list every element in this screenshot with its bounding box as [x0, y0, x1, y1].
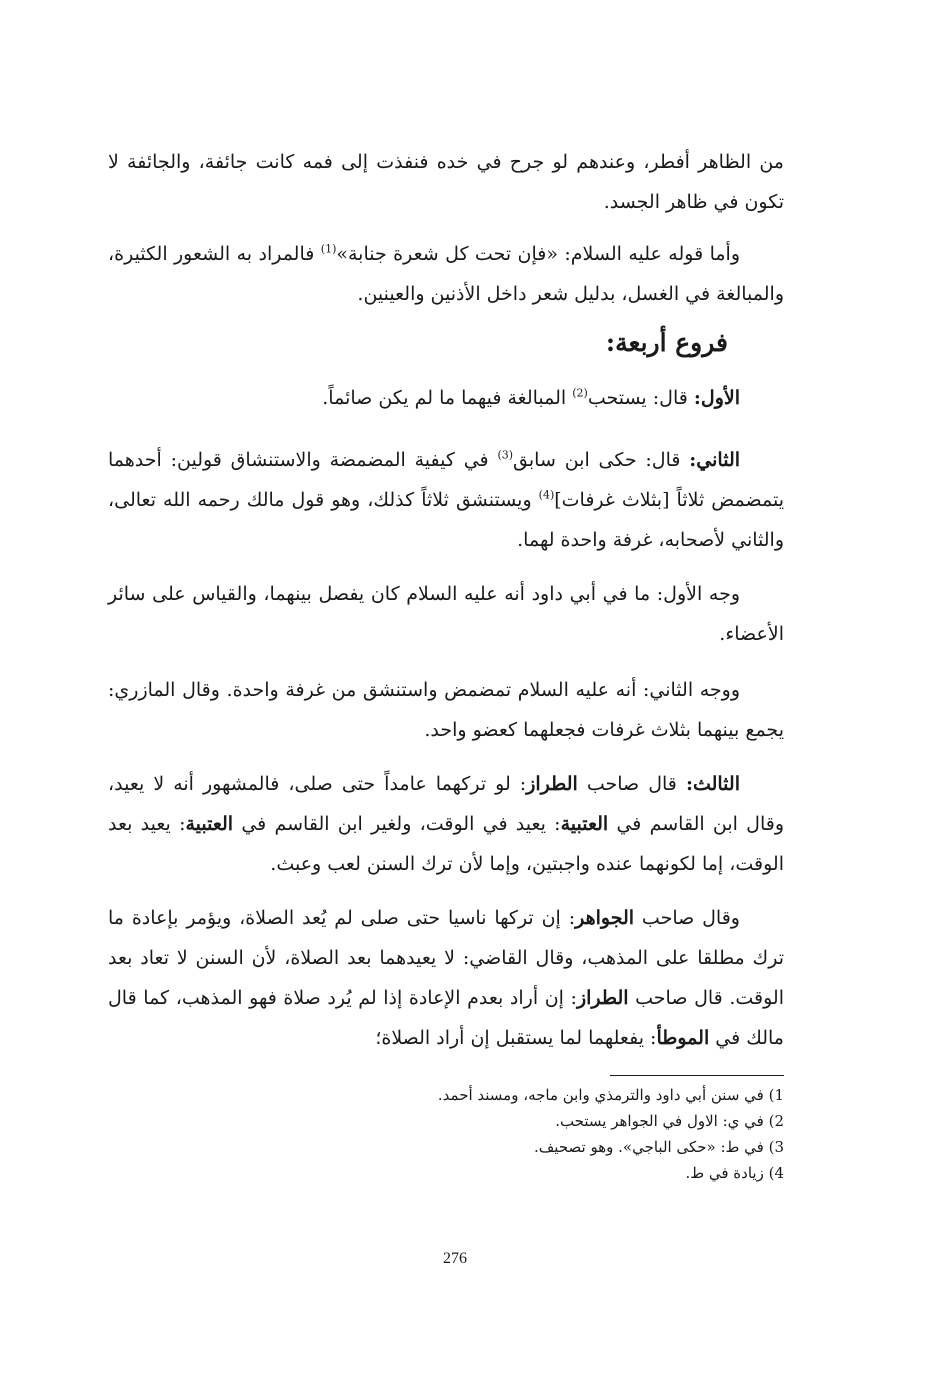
text-run: المبالغة فيهما ما لم يكن صائماً. — [322, 387, 573, 409]
paragraph-text — [108, 440, 784, 560]
footnote-ref: (1) — [320, 242, 337, 256]
bold-term: الجواهر — [575, 907, 635, 929]
text-run: ووجه الثاني: أنه عليه السلام تمضمض واستنشق من غرفة واحدة. وقال المازري: يجمع بينهما بثلاث غرفات فجعلهما كعضو واحد. — [108, 679, 784, 741]
footnote-4: 4) زيادة في ط. — [685, 1164, 784, 1182]
text-run: وجه الأول: ما في أبي داود أنه عليه السلام كان يفصل بينهما، والقياس على سائر الأعضاء. — [108, 583, 784, 645]
text-run: وأما قوله عليه السلام: «فإن تحت كل شعرة جنابة» — [336, 243, 740, 265]
paragraph — [108, 574, 784, 654]
paragraph — [108, 670, 784, 750]
text-run: من الظاهر أفطر، وعندهم لو جرح في خده فنفذت إلى فمه كانت جائفة، والجائفة لا تكون في ظاهر الجسد. — [108, 151, 784, 213]
footnotes — [300, 1082, 784, 1186]
text-run: : يعيد في الوقت، ولغير ابن القاسم في — [233, 813, 561, 835]
text-run: : إن أراد بعدم الإعادة إذا لم يُرد صلاة فهو المذهب، كما قال مالك في — [108, 987, 784, 1049]
text-run: : يعيد بعد الوقت، إما لكونهما عنده واجبتين، وإما لأن ترك السنن لعب وعبث. — [108, 813, 784, 875]
bold-term: الطراز — [526, 773, 578, 795]
bold-term: العتبية — [560, 813, 609, 835]
text-run: ويستنشق ثلاثاً كذلك، وهو قول مالك رحمه الله تعالى، والثاني لأصحابه، غرفة واحدة لهما. — [108, 489, 784, 551]
text-run: في كيفية المضمضة والاستنشاق قولين: أحدهما يتمضمض ثلاثاً [بثلاث غرفات] — [108, 449, 784, 511]
footnote-1: 1) في سنن أبي داود والترمذي وابن ماجه، ومسند أحمد. — [437, 1086, 784, 1104]
bold-term: الأول: — [693, 387, 740, 409]
paragraph-text — [108, 670, 784, 750]
text-run: قال صاحب — [577, 773, 686, 795]
paragraph-text — [108, 898, 784, 1058]
paragraph — [108, 234, 784, 314]
paragraph — [108, 440, 784, 560]
paragraph — [108, 898, 784, 1058]
text-run: فالمراد به الشعور الكثيرة، والمبالغة في الغسل، بدليل شعر داخل الأذنين والعينين. — [108, 243, 784, 305]
section-heading: فروع أربعة: — [605, 328, 728, 357]
bold-term: الموطأ — [656, 1027, 710, 1049]
footnote-ref: (2) — [572, 386, 588, 400]
bold-term: الطراز — [576, 987, 629, 1009]
paragraph-text — [108, 234, 784, 314]
bold-term: الثاني: — [689, 449, 741, 471]
text-run: قال: يستحب — [587, 387, 694, 409]
text-run: وقال صاحب — [634, 907, 740, 929]
footnote-3: 3) في ط: «حكى الباجي». وهو تصحيف. — [534, 1138, 784, 1156]
text-run: : يفعلهما لما يستقبل إن أراد الصلاة؛ — [375, 1027, 657, 1049]
text-run: : لو تركهما عامداً حتى صلى، فالمشهور أنه لا يعيد، وقال ابن القاسم في — [108, 773, 784, 835]
paragraph — [108, 378, 784, 418]
footnote-ref: (3) — [497, 448, 514, 462]
footnote-divider — [610, 1075, 784, 1076]
paragraph-text — [108, 574, 784, 654]
bold-term: الثالث: — [685, 773, 740, 795]
text-run: : إن تركها ناسيا حتى صلى لم يُعد الصلاة، ويؤمر بإعادة ما ترك مطلقا على المذهب، وقال القاضي: لا يعيدهما بعد الصلاة، لأن السنن لا تعاد بعد الوقت. قال صاحب — [108, 907, 785, 1009]
paragraph-text — [108, 764, 784, 884]
paragraph-text — [108, 378, 784, 418]
page-number: 276 — [443, 1250, 467, 1267]
text-run: قال: حكى ابن سابق — [513, 449, 690, 471]
bold-term: العتبية — [185, 813, 234, 835]
footnote-2: 2) في ي: الاول في الجواهر يستحب. — [555, 1112, 784, 1130]
paragraph — [108, 764, 784, 884]
footnote-ref: (4) — [538, 488, 555, 502]
paragraph — [108, 142, 784, 222]
paragraph-text — [108, 142, 784, 222]
